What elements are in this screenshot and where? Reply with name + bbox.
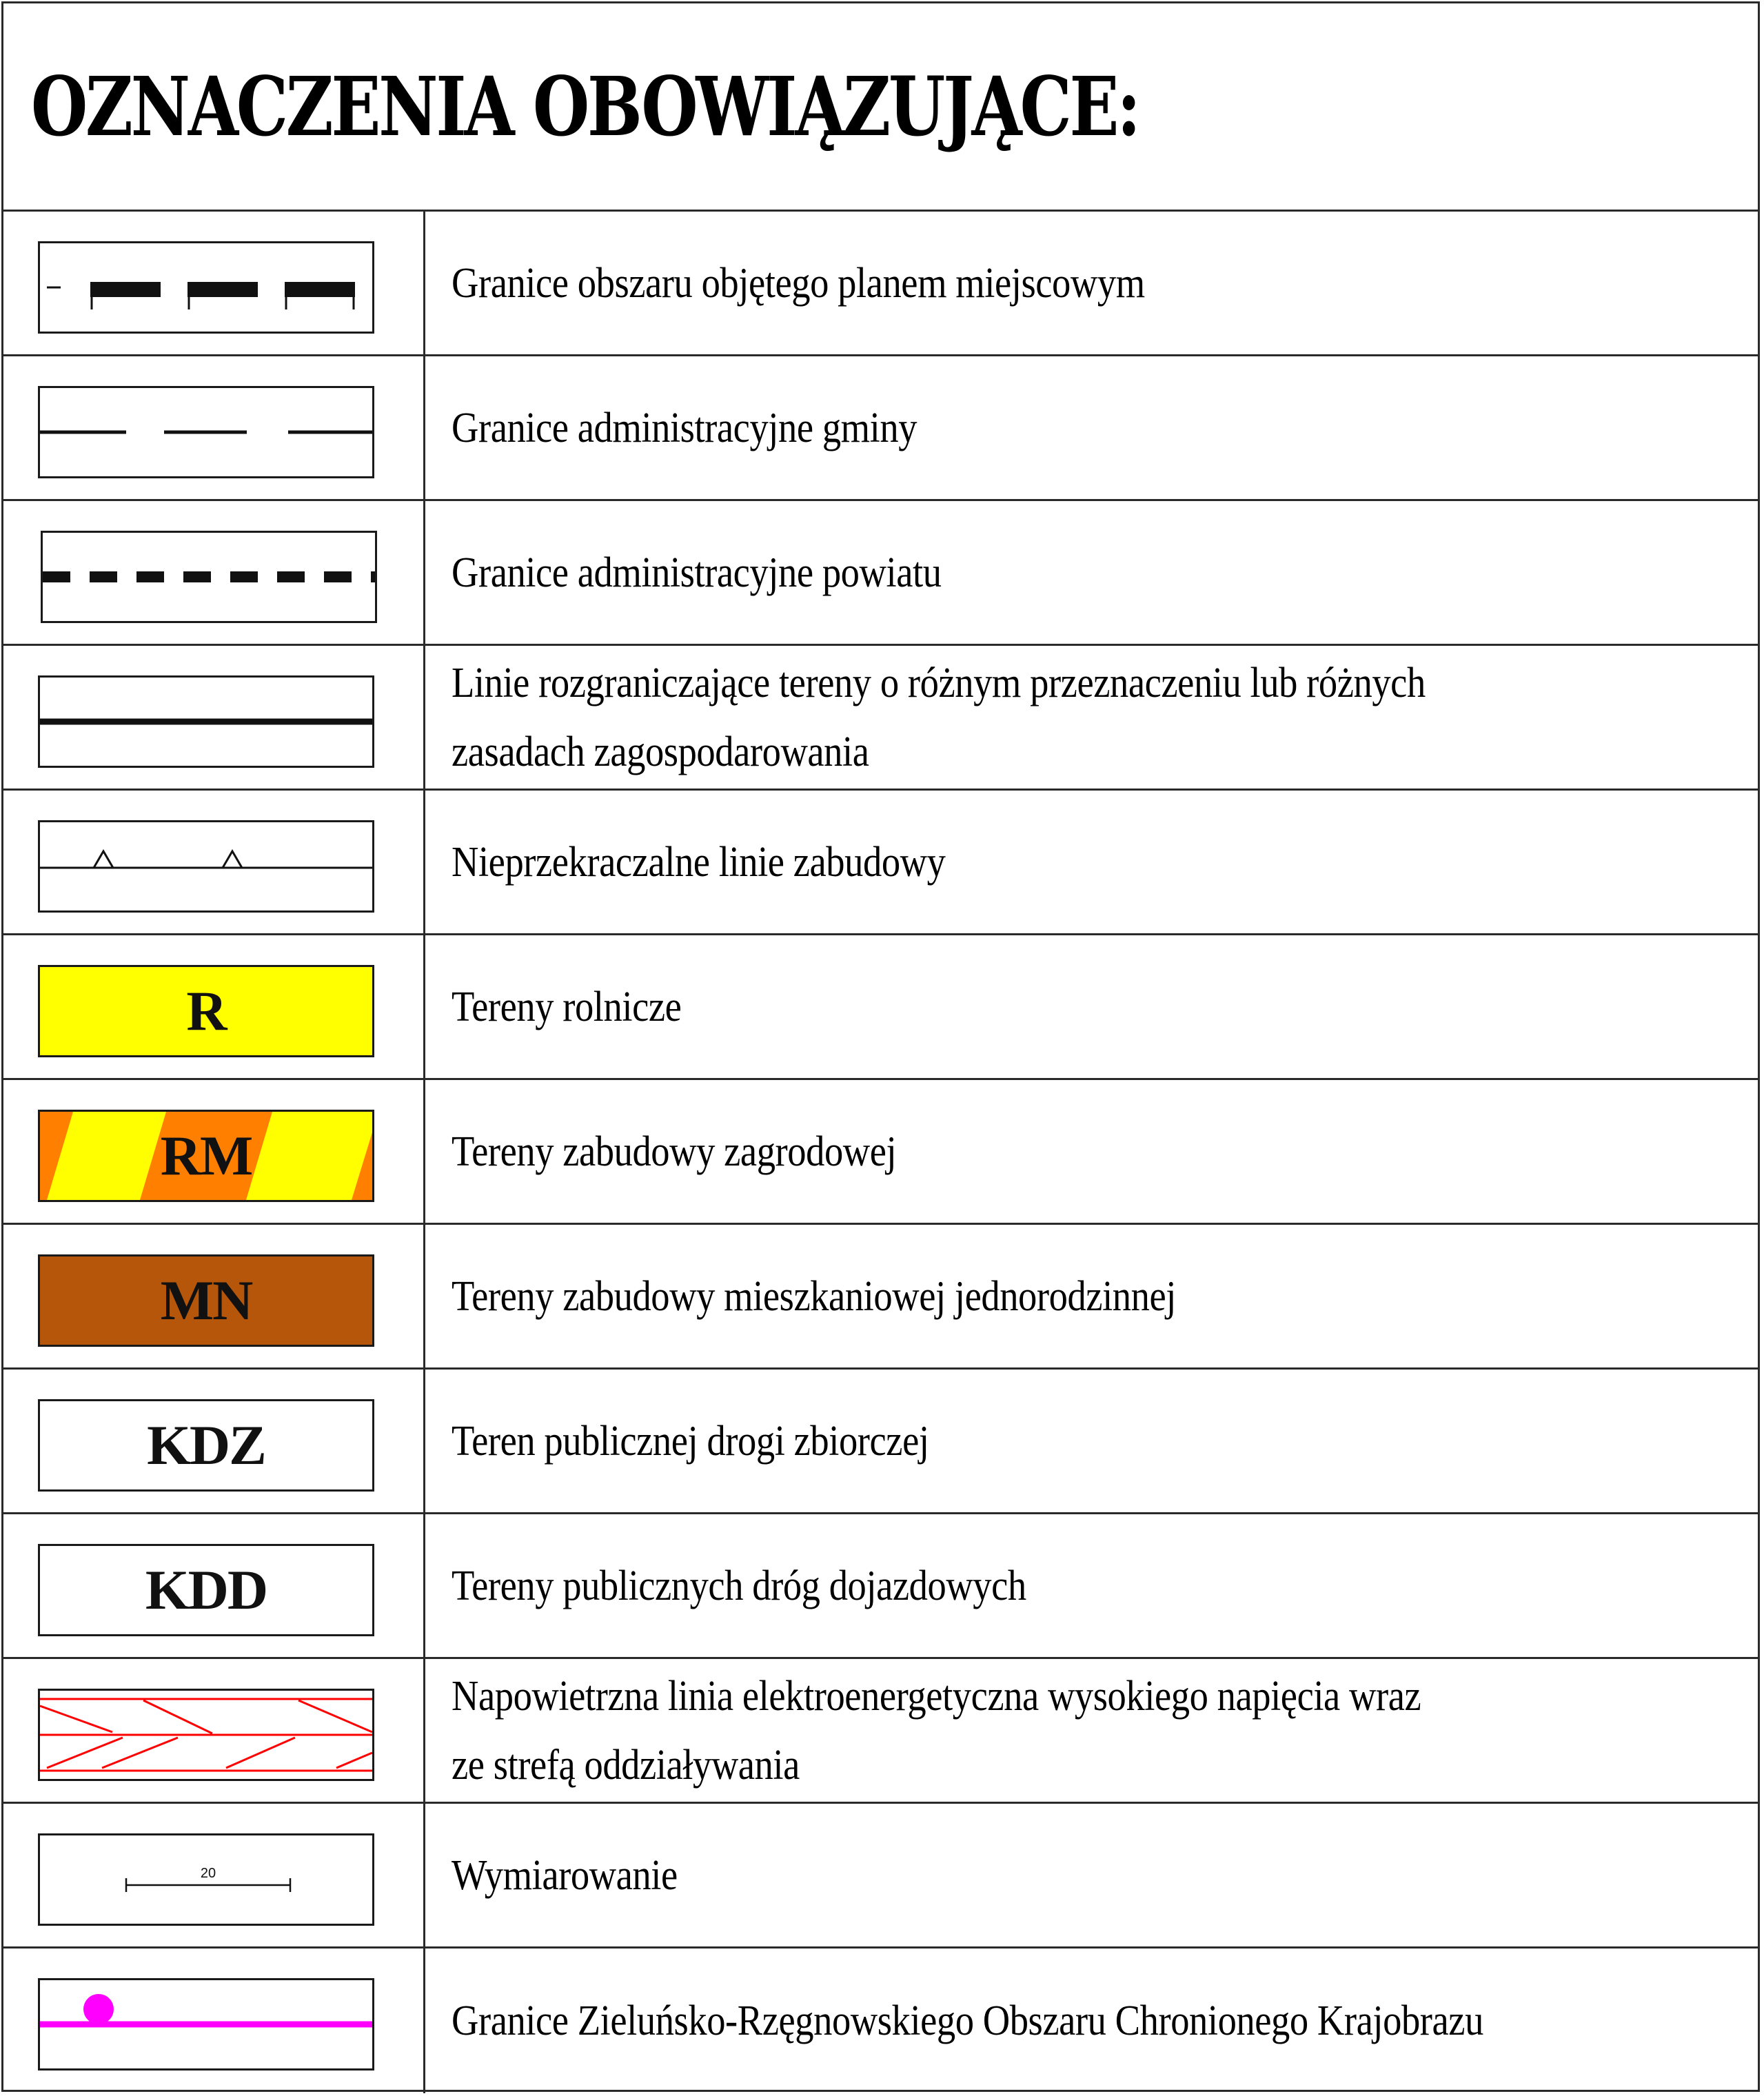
legend-row: [3, 1949, 1758, 2093]
legend-row: [3, 356, 1758, 501]
legend-row: [3, 791, 1758, 935]
power-line-zone-icon: [38, 1689, 374, 1781]
zone-code: R: [186, 979, 226, 1042]
legend-row: [3, 935, 1758, 1080]
legend-label: Tereny rolnicze: [452, 983, 682, 1030]
legend-row: [3, 1225, 1758, 1370]
swatch-brown: [38, 1254, 374, 1347]
legend-row: [3, 1514, 1758, 1659]
zone-code: KDZ: [147, 1414, 265, 1476]
legend-table: [1, 1, 1760, 2092]
demarcation-line-icon: [38, 675, 374, 768]
legend-label: Napowietrzna linia elektroenergetyczna wysokiego napięcia wraz ze strefą oddziaływania: [452, 1672, 1421, 1789]
zone-code: RM: [160, 1124, 252, 1187]
zone-code: MN: [160, 1269, 252, 1332]
legend-header: [3, 3, 1758, 212]
zone-code: KDD: [145, 1558, 267, 1621]
swatch-white: [38, 1544, 374, 1636]
dimension-icon: [38, 1833, 374, 1926]
swatch-white: [38, 1399, 374, 1492]
legend-label: Teren publicznej drogi zbiorczej: [452, 1417, 929, 1465]
legend-label: Tereny publicznych dróg dojazdowych: [452, 1562, 1026, 1609]
dimension-value: 20: [200, 1866, 216, 1881]
plan-boundary-line-icon: [38, 241, 374, 334]
county-boundary-line-icon: [41, 531, 377, 623]
municipality-boundary-line-icon: [38, 386, 374, 478]
swatch-yellow: [38, 965, 374, 1057]
legend-label: Tereny zabudowy zagrodowej: [452, 1128, 897, 1175]
legend-row: [3, 1659, 1758, 1804]
legend-label: Granice administracyjne gminy: [452, 404, 918, 451]
page-title: OZNACZENIA OBOWIĄZUJĄCE:: [31, 59, 1139, 154]
legend-row: [3, 212, 1758, 356]
legend-label: Wymiarowanie: [452, 1851, 678, 1899]
legend-label: Granice obszaru objętego planem miejscowym: [452, 259, 1145, 307]
building-line-icon: [38, 820, 374, 913]
legend-row: [3, 1080, 1758, 1225]
legend-label: Granice Zieluńsko-Rzęgnowskiego Obszaru Chronionego Krajobrazu: [452, 1997, 1483, 2044]
legend-label: Tereny zabudowy mieszkaniowej jednorodzinnej: [452, 1272, 1176, 1320]
legend-label: Linie rozgraniczające tereny o różnym przeznaczeniu lub różnych zasadach zagospodarowania: [452, 659, 1426, 775]
protected-landscape-boundary-icon: [38, 1978, 374, 2070]
legend-label: Granice administracyjne powiatu: [452, 549, 942, 596]
legend-row: [3, 1804, 1758, 1949]
legend-label: Nieprzekraczalne linie zabudowy: [452, 838, 946, 886]
legend-row: [3, 646, 1758, 791]
swatch-orange-yellow-stripes: [38, 1110, 374, 1202]
legend-row: [3, 1370, 1758, 1514]
legend-row: [3, 501, 1758, 646]
